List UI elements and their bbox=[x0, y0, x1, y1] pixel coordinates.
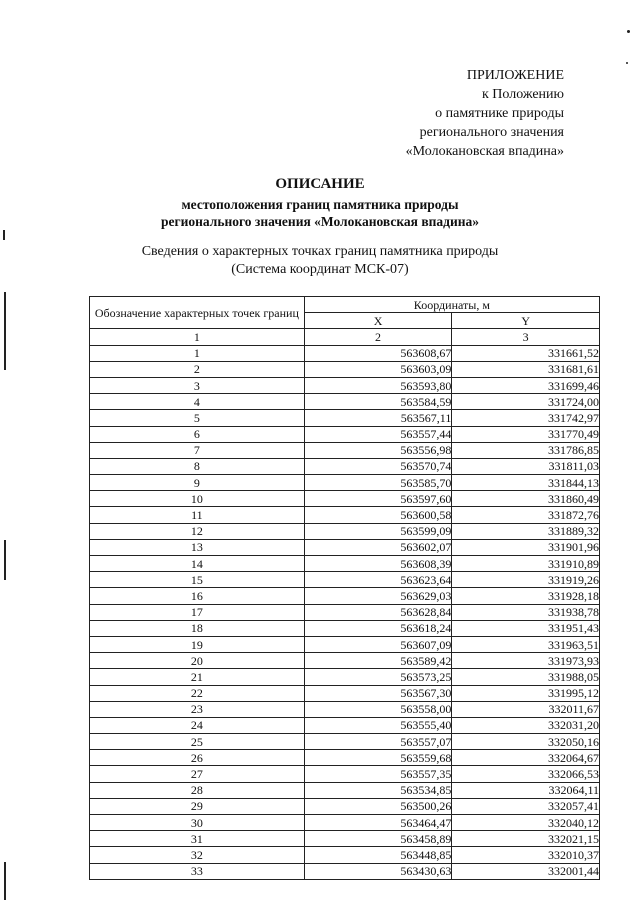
point-number-cell: 19 bbox=[90, 636, 305, 652]
point-number-cell: 20 bbox=[90, 653, 305, 669]
x-coordinate-cell: 563534,85 bbox=[304, 782, 452, 798]
table-row bbox=[90, 475, 600, 491]
table-caption: Сведения о характерных точках границ памятника природы bbox=[141, 244, 499, 259]
x-coordinate-cell: 563607,09 bbox=[304, 636, 452, 652]
y-coordinate-cell: 331951,43 bbox=[452, 620, 600, 636]
point-number-cell: 10 bbox=[90, 491, 305, 507]
point-number-cell: 18 bbox=[90, 620, 305, 636]
y-coordinate-cell: 331973,93 bbox=[452, 653, 600, 669]
column-number: 1 bbox=[90, 329, 305, 345]
point-number-cell: 28 bbox=[90, 782, 305, 798]
point-number-cell: 21 bbox=[90, 669, 305, 685]
x-coordinate-cell: 563558,00 bbox=[304, 701, 452, 717]
point-number-cell: 14 bbox=[90, 556, 305, 572]
table-row bbox=[90, 847, 600, 863]
scan-dot bbox=[627, 30, 630, 33]
point-number-cell: 25 bbox=[90, 734, 305, 750]
y-coordinate-cell: 331928,18 bbox=[452, 588, 600, 604]
point-number-cell: 8 bbox=[90, 458, 305, 474]
x-coordinate-cell: 563618,24 bbox=[304, 620, 452, 636]
y-column-header: Y bbox=[452, 313, 600, 329]
table-row bbox=[90, 556, 600, 572]
point-number-cell: 9 bbox=[90, 475, 305, 491]
x-coordinate-cell: 563555,40 bbox=[304, 717, 452, 733]
point-number-cell: 26 bbox=[90, 750, 305, 766]
point-number-cell: 3 bbox=[90, 377, 305, 393]
x-coordinate-cell: 563599,09 bbox=[304, 523, 452, 539]
y-coordinate-cell: 332010,37 bbox=[452, 847, 600, 863]
point-number-cell: 4 bbox=[90, 394, 305, 410]
y-coordinate-cell: 331770,49 bbox=[452, 426, 600, 442]
x-coordinate-cell: 563557,44 bbox=[304, 426, 452, 442]
table-row bbox=[90, 491, 600, 507]
x-coordinate-cell: 563448,85 bbox=[304, 847, 452, 863]
point-number-cell: 5 bbox=[90, 410, 305, 426]
scan-mark bbox=[4, 292, 6, 370]
table-row bbox=[90, 507, 600, 523]
document-title-line: местоположения границ памятника природы bbox=[181, 197, 459, 212]
scan-dot bbox=[626, 62, 628, 64]
table-row bbox=[90, 377, 600, 393]
table-row bbox=[90, 831, 600, 847]
table-row bbox=[90, 539, 600, 555]
x-coordinate-cell: 563557,35 bbox=[304, 766, 452, 782]
y-coordinate-cell: 331919,26 bbox=[452, 572, 600, 588]
appendix-line: к Положению bbox=[481, 87, 564, 102]
x-coordinate-cell: 563623,64 bbox=[304, 572, 452, 588]
y-coordinate-cell: 331699,46 bbox=[452, 377, 600, 393]
x-coordinate-cell: 563608,39 bbox=[304, 556, 452, 572]
x-coordinate-cell: 563500,26 bbox=[304, 798, 452, 814]
x-coordinate-cell: 563608,67 bbox=[304, 345, 452, 361]
y-coordinate-cell: 332031,20 bbox=[452, 717, 600, 733]
table-body bbox=[90, 345, 600, 879]
y-coordinate-cell: 332021,15 bbox=[452, 831, 600, 847]
document-title-line: регионального значения «Молокановская впадина» bbox=[160, 214, 480, 229]
x-coordinate-cell: 563567,11 bbox=[304, 410, 452, 426]
table-row bbox=[90, 653, 600, 669]
y-coordinate-cell: 331963,51 bbox=[452, 636, 600, 652]
table-row bbox=[90, 442, 600, 458]
y-coordinate-cell: 331995,12 bbox=[452, 685, 600, 701]
point-number-cell: 12 bbox=[90, 523, 305, 539]
x-coordinate-cell: 563597,60 bbox=[304, 491, 452, 507]
x-coordinate-cell: 563570,74 bbox=[304, 458, 452, 474]
x-coordinate-cell: 563430,63 bbox=[304, 863, 452, 879]
coordinates-header: Координаты, м bbox=[304, 297, 599, 313]
y-coordinate-cell: 332066,53 bbox=[452, 766, 600, 782]
table-row bbox=[90, 798, 600, 814]
point-column-header: Обозначение характерных точек границ bbox=[90, 297, 305, 329]
table-row bbox=[90, 782, 600, 798]
scan-mark bbox=[4, 862, 6, 900]
point-number-cell: 7 bbox=[90, 442, 305, 458]
y-coordinate-cell: 332064,11 bbox=[452, 782, 600, 798]
table-row bbox=[90, 604, 600, 620]
document-title: ОПИСАНИЕ bbox=[275, 176, 365, 192]
y-coordinate-cell: 332057,41 bbox=[452, 798, 600, 814]
y-coordinate-cell: 332011,67 bbox=[452, 701, 600, 717]
table-row bbox=[90, 685, 600, 701]
table-row bbox=[90, 410, 600, 426]
table-row bbox=[90, 636, 600, 652]
y-coordinate-cell: 331910,89 bbox=[452, 556, 600, 572]
table-row bbox=[90, 426, 600, 442]
table-row bbox=[90, 734, 600, 750]
y-coordinate-cell: 331742,97 bbox=[452, 410, 600, 426]
x-coordinate-cell: 563589,42 bbox=[304, 653, 452, 669]
y-coordinate-cell: 331811,03 bbox=[452, 458, 600, 474]
coordinates-table bbox=[89, 296, 600, 880]
point-number-cell: 31 bbox=[90, 831, 305, 847]
point-number-cell: 17 bbox=[90, 604, 305, 620]
y-coordinate-cell: 331988,05 bbox=[452, 669, 600, 685]
y-coordinate-cell: 332040,12 bbox=[452, 815, 600, 831]
y-coordinate-cell: 332050,16 bbox=[452, 734, 600, 750]
x-coordinate-cell: 563573,25 bbox=[304, 669, 452, 685]
y-coordinate-cell: 331872,76 bbox=[452, 507, 600, 523]
x-coordinate-cell: 563556,98 bbox=[304, 442, 452, 458]
table-row bbox=[90, 394, 600, 410]
point-number-cell: 29 bbox=[90, 798, 305, 814]
table-row bbox=[90, 863, 600, 879]
point-number-cell: 30 bbox=[90, 815, 305, 831]
table-row bbox=[90, 345, 600, 361]
y-coordinate-cell: 331681,61 bbox=[452, 361, 600, 377]
table-row bbox=[90, 523, 600, 539]
point-number-cell: 32 bbox=[90, 847, 305, 863]
x-coordinate-cell: 563602,07 bbox=[304, 539, 452, 555]
appendix-line: о памятнике природы bbox=[435, 106, 564, 121]
column-number: 2 bbox=[304, 329, 452, 345]
y-coordinate-cell: 331889,32 bbox=[452, 523, 600, 539]
table-row bbox=[90, 766, 600, 782]
appendix-line: ПРИЛОЖЕНИЕ bbox=[466, 68, 564, 83]
appendix-block bbox=[304, 66, 564, 161]
x-coordinate-cell: 563458,89 bbox=[304, 831, 452, 847]
x-coordinate-cell: 563557,07 bbox=[304, 734, 452, 750]
x-coordinate-cell: 563464,47 bbox=[304, 815, 452, 831]
y-coordinate-cell: 331786,85 bbox=[452, 442, 600, 458]
table-row bbox=[90, 361, 600, 377]
point-number-cell: 13 bbox=[90, 539, 305, 555]
appendix-line: регионального значения bbox=[419, 125, 564, 140]
x-coordinate-cell: 563593,80 bbox=[304, 377, 452, 393]
table-row bbox=[90, 815, 600, 831]
table-row bbox=[90, 588, 600, 604]
y-coordinate-cell: 331844,13 bbox=[452, 475, 600, 491]
point-number-cell: 1 bbox=[90, 345, 305, 361]
x-coordinate-cell: 563600,58 bbox=[304, 507, 452, 523]
appendix-line: «Молокановская впадина» bbox=[405, 144, 564, 159]
table-row bbox=[90, 458, 600, 474]
column-number: 3 bbox=[452, 329, 600, 345]
coordinate-system-caption: (Система координат МСК-07) bbox=[231, 262, 409, 277]
point-number-cell: 15 bbox=[90, 572, 305, 588]
table-row bbox=[90, 620, 600, 636]
y-coordinate-cell: 331901,96 bbox=[452, 539, 600, 555]
point-number-cell: 22 bbox=[90, 685, 305, 701]
y-coordinate-cell: 331661,52 bbox=[452, 345, 600, 361]
point-number-cell: 2 bbox=[90, 361, 305, 377]
table-row bbox=[90, 717, 600, 733]
point-number-cell: 11 bbox=[90, 507, 305, 523]
point-number-cell: 23 bbox=[90, 701, 305, 717]
y-coordinate-cell: 331938,78 bbox=[452, 604, 600, 620]
x-coordinate-cell: 563629,03 bbox=[304, 588, 452, 604]
y-coordinate-cell: 331860,49 bbox=[452, 491, 600, 507]
y-coordinate-cell: 331724,00 bbox=[452, 394, 600, 410]
x-column-header: X bbox=[304, 313, 452, 329]
x-coordinate-cell: 563567,30 bbox=[304, 685, 452, 701]
table-row bbox=[90, 750, 600, 766]
point-number-cell: 16 bbox=[90, 588, 305, 604]
table-row bbox=[90, 572, 600, 588]
point-number-cell: 33 bbox=[90, 863, 305, 879]
x-coordinate-cell: 563628,84 bbox=[304, 604, 452, 620]
point-number-cell: 24 bbox=[90, 717, 305, 733]
x-coordinate-cell: 563559,68 bbox=[304, 750, 452, 766]
x-coordinate-cell: 563603,09 bbox=[304, 361, 452, 377]
y-coordinate-cell: 332001,44 bbox=[452, 863, 600, 879]
scan-mark bbox=[4, 540, 6, 580]
point-number-cell: 6 bbox=[90, 426, 305, 442]
y-coordinate-cell: 332064,67 bbox=[452, 750, 600, 766]
scan-mark bbox=[3, 230, 5, 240]
table-row bbox=[90, 669, 600, 685]
point-number-cell: 27 bbox=[90, 766, 305, 782]
x-coordinate-cell: 563585,70 bbox=[304, 475, 452, 491]
x-coordinate-cell: 563584,59 bbox=[304, 394, 452, 410]
table-row bbox=[90, 701, 600, 717]
